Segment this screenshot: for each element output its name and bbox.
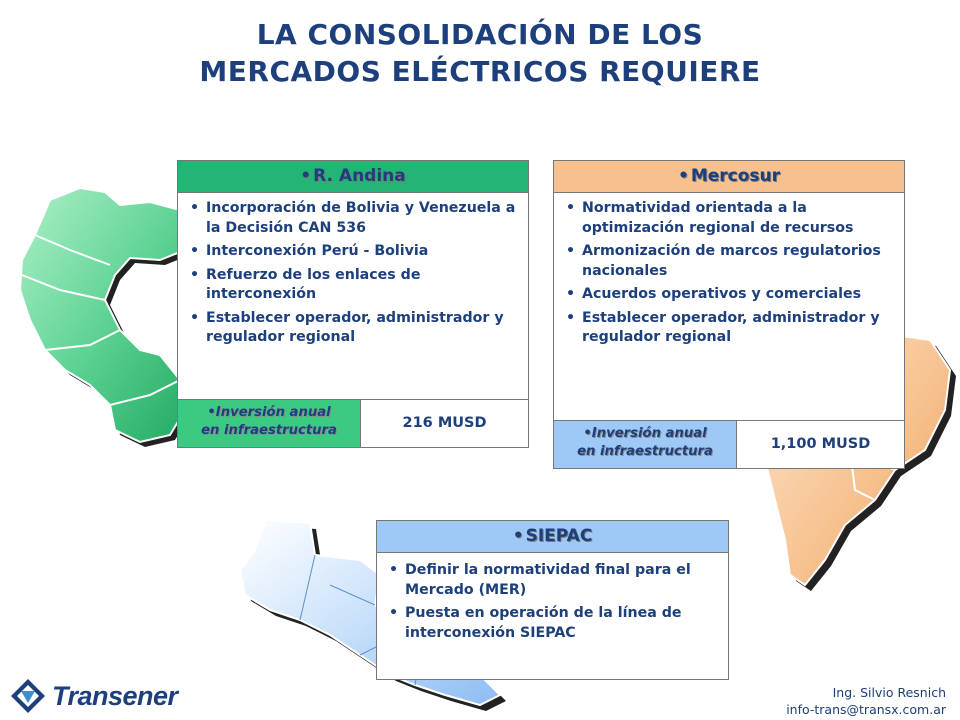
- mercosur-investment-label-line-1: Inversión anual: [591, 426, 707, 441]
- andina-investment-label-line-2: en infraestructura: [201, 423, 337, 438]
- list-item: • Interconexión Perú - Bolivia: [188, 242, 518, 262]
- list-item: • Normatividad orientada a la optimización regional de recursos: [564, 199, 894, 238]
- andina-investment-label-line-1: Inversión anual: [215, 405, 331, 420]
- andina-investment-label: •Inversión anual en infraestructura: [178, 400, 361, 447]
- mercosur-investment-label: •Inversión anual en infraestructura: [554, 421, 737, 468]
- siepac-panel: [376, 520, 729, 680]
- mercosur-header-label: Mercosur: [690, 166, 781, 186]
- mercosur-investment-row: [554, 420, 904, 468]
- mercosur-bullet-list: [554, 193, 904, 356]
- andina-header: • R. Andina: [178, 161, 528, 193]
- andina-panel: [177, 160, 529, 448]
- transener-logo: [10, 678, 178, 714]
- list-item: • Puesta en operación de la línea de interconexión SIEPAC: [387, 604, 718, 643]
- andina-header-label: R. Andina: [313, 166, 406, 186]
- list-item: • Incorporación de Bolivia y Venezuela a la Decisión CAN 536: [188, 199, 518, 238]
- slide-title-line-1: LA CONSOLIDACIÓN DE LOS: [256, 18, 704, 51]
- andina-investment-value: 216 MUSD: [402, 415, 487, 431]
- list-item: • Establecer operador, administrador y regulador regional: [564, 309, 894, 348]
- slide-title-line-2: MERCADOS ELÉCTRICOS REQUIERE: [199, 55, 761, 88]
- author-email: info-trans@transx.com.ar: [786, 702, 946, 717]
- mercosur-investment-label-line-2: en infraestructura: [577, 444, 713, 459]
- siepac-header: • SIEPAC: [377, 521, 728, 553]
- footer-credit: [786, 684, 946, 718]
- list-item: • Refuerzo de los enlaces de interconexión: [188, 266, 518, 305]
- andina-investment-row: [178, 399, 528, 447]
- author-name: Ing. Silvio Resnich: [832, 685, 946, 700]
- andina-bullet-list: [178, 193, 528, 356]
- mercosur-panel: [553, 160, 905, 469]
- mercosur-header: • Mercosur: [554, 161, 904, 193]
- transener-logo-icon: [10, 678, 46, 714]
- logo-text: Transener: [52, 680, 178, 711]
- siepac-bullet-list: [377, 553, 728, 651]
- list-item: • Establecer operador, administrador y regulador regional: [188, 309, 518, 348]
- slide-title: [0, 16, 960, 90]
- mercosur-investment-value: 1,100 MUSD: [770, 436, 871, 452]
- list-item: • Armonización de marcos regulatorios nacionales: [564, 242, 894, 281]
- list-item: • Definir la normatividad final para el Mercado (MER): [387, 561, 718, 600]
- list-item: • Acuerdos operativos y comerciales: [564, 285, 894, 305]
- siepac-header-label: SIEPAC: [525, 526, 593, 546]
